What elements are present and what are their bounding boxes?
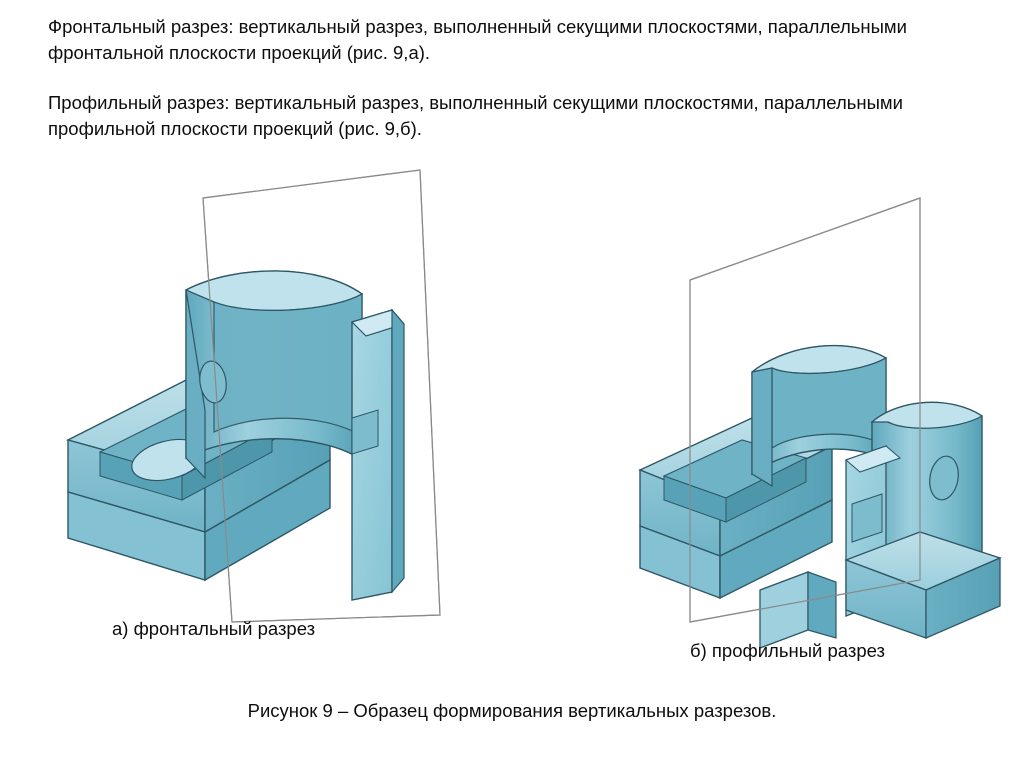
left-cut-segment [352, 310, 404, 600]
caption-frontal-section: а) фронтальный разрез [112, 618, 316, 639]
paragraph-profile-section: Профильный разрез: вертикальный разрез, выполненный секущими плоскостями, параллельными профильной плоскости проекций (рис. 9,б). [48, 92, 903, 139]
caption-profile-section: б) профильный разрез [690, 640, 885, 661]
paragraph-frontal-section: Фронтальный разрез: вертикальный разрез, выполненный секущими плоскостями, параллельными фронтальной плоскости проекций (рис. 9,а). [48, 16, 907, 63]
figure-illustration [0, 160, 1024, 660]
left-model-group [68, 170, 440, 622]
technical-drawing-svg [0, 160, 1024, 660]
figure-caption: Рисунок 9 – Образец формирования вертикальных разрезов. [247, 700, 777, 721]
right-model-group [640, 198, 1000, 648]
